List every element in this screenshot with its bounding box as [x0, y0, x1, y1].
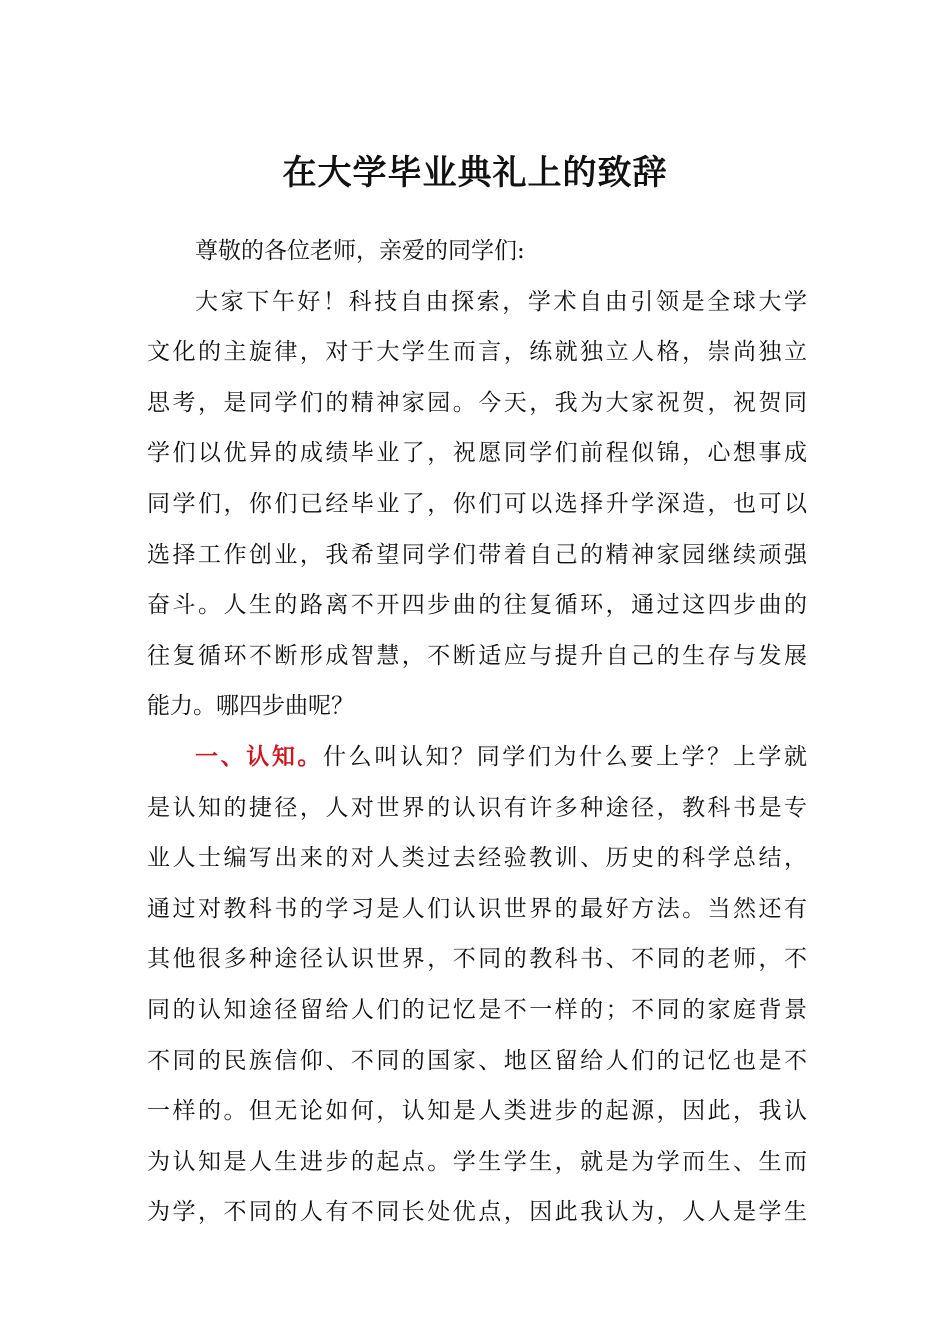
paragraph-line: 文化的主旋律，对于大学生而言，练就独立人格，崇尚独立 [147, 339, 807, 366]
paragraph-line: 选择工作创业，我希望同学们带着自己的精神家园继续顽强 [147, 541, 807, 568]
paragraph-1 [147, 277, 807, 732]
salutation: 尊敬的各位老师，亲爱的同学们: [195, 238, 525, 264]
section-first-line [147, 732, 807, 783]
paragraph-line: 一样的。但无论如何，认知是人类进步的起源，因此，我认 [147, 1098, 807, 1125]
paragraph-line: 思考，是同学们的精神家园。今天，我为大家祝贺，祝贺同 [147, 389, 807, 416]
document-title: 在大学毕业典礼上的致辞 [282, 153, 668, 193]
paragraph-line: 同学们，你们已经毕业了，你们可以选择升学深造，也可以 [147, 490, 807, 517]
paragraph-line: 其他很多种途径认识世界，不同的教科书、不同的老师，不 [147, 946, 807, 973]
section-first-line-text: 什么叫认知？同学们为什么要上学？上学就 [323, 743, 807, 770]
paragraph-line: 业人士编写出来的对人类过去经验教训、历史的科学总结， [147, 845, 807, 872]
section-cognition [147, 732, 807, 1238]
paragraph-line: 为学，不同的人有不同长处优点，因此我认为，人人是学生 [147, 1199, 807, 1226]
document-body [147, 226, 807, 1238]
paragraph-line: 不同的民族信仰、不同的国家、地区留给人们的记忆也是不 [147, 1047, 807, 1074]
paragraph-line: 奋斗。人生的路离不开四步曲的往复循环，通过这四步曲的 [147, 592, 807, 619]
paragraph-line: 能力。哪四步曲呢？ [147, 693, 354, 720]
section-heading: 一、认知。 [195, 742, 324, 770]
paragraph-line: 是认知的捷径，人对世界的认识有许多种途径，教科书是专 [147, 794, 807, 821]
paragraph-line: 大家下午好！科技自由探索，学术自由引领是全球大学 [195, 288, 807, 315]
paragraph-line: 同的认知途径留给人们的记忆是不一样的；不同的家庭背景 [147, 996, 807, 1023]
paragraph-line: 通过对教科书的学习是人们认识世界的最好方法。当然还有 [147, 895, 807, 922]
paragraph-line: 学们以优异的成绩毕业了，祝愿同学们前程似锦，心想事成 [147, 440, 807, 467]
paragraph-line: 往复循环不断形成智慧，不断适应与提升自己的生存与发展 [147, 642, 807, 669]
paragraph-line: 为认知是人生进步的起点。学生学生，就是为学而生、生而 [147, 1148, 807, 1175]
